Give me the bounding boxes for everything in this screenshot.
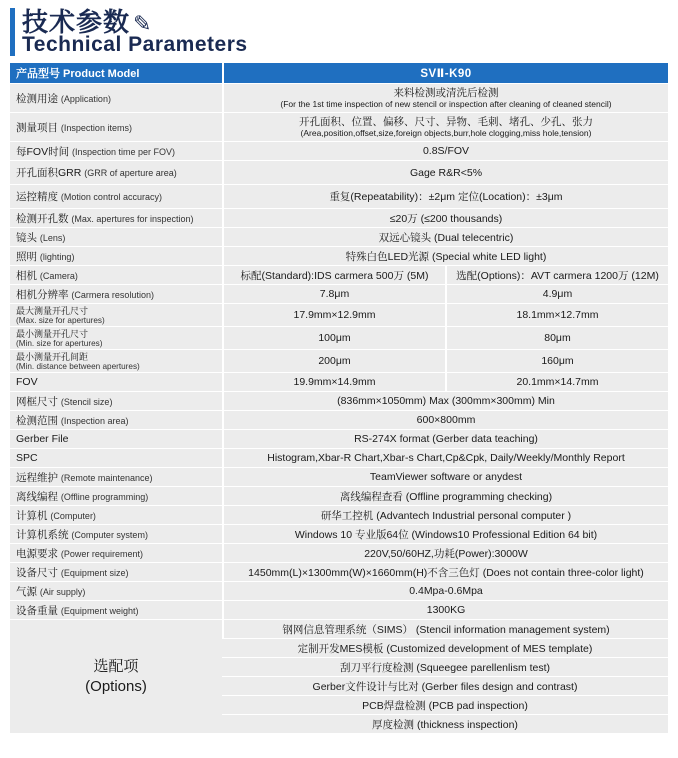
table-row (10, 161, 668, 184)
row-value-main: (836mm×1050mm) Max (300mm×300mm) Min (337, 395, 555, 407)
row-value-main: 离线编程查看 (Offline programming checking) (339, 490, 553, 503)
row-label-en: (Power requirement) (60, 548, 143, 559)
option-value: 4.9μm (445, 285, 668, 303)
row-value (222, 228, 668, 246)
row-label (10, 209, 222, 227)
options-label-en: (Options) (85, 677, 147, 695)
option-value: 80μm (445, 327, 668, 349)
row-label-cn: 设备重量 (16, 604, 58, 617)
table-row (10, 544, 668, 562)
row-label-cn: 最小测量开孔间距 (16, 351, 89, 362)
row-label (10, 563, 222, 581)
row-label (10, 327, 222, 349)
table-row (10, 304, 668, 326)
table-row (10, 373, 668, 391)
option-item: 定制开发MES模板 (Customized development of MES template) (222, 639, 668, 657)
row-label (10, 142, 222, 160)
row-label-cn: 开孔面积GRR (16, 167, 82, 179)
table-row (10, 228, 668, 246)
option-item: 钢网信息管理系统（SIMS） (Stencil information management system) (222, 620, 668, 638)
row-label-cn: 网框尺寸 (16, 395, 58, 408)
option-item: PCB焊盘检测 (PCB pad inspection) (222, 696, 668, 714)
row-value-main: 特殊白色LED光源 (Special white LED light) (345, 250, 547, 263)
table-row (10, 247, 668, 265)
row-label-cn: 测量项目 (16, 121, 58, 134)
row-value (222, 487, 668, 505)
row-label (10, 601, 222, 619)
row-label (10, 161, 222, 184)
row-label-en: (Inspection area) (60, 415, 129, 426)
row-label-en: (Equipment weight) (60, 605, 139, 616)
row-label-en: (Equipment size) (60, 567, 129, 578)
row-value-main: 220V,50/60HZ,功耗(Power):3000W (364, 547, 528, 560)
pen-icon: ✎ (133, 12, 153, 37)
row-label-cn: 每FOV时间 (16, 145, 70, 158)
row-label-en: (Max. apertures for inspection) (71, 213, 194, 224)
row-label-en: (Camera) (39, 270, 78, 281)
row-label-cn: 检测范围 (16, 414, 58, 427)
table-row (10, 449, 668, 467)
row-label-cn: FOV (16, 376, 38, 388)
row-label (10, 373, 222, 391)
row-value-main: 开孔面积、位置、偏移、尺寸、异物、毛刺、堵孔、少孔、张力 (299, 116, 593, 128)
standard-value: 200μm (222, 350, 445, 372)
standard-value: 19.9mm×14.9mm (222, 373, 445, 391)
table-row (10, 601, 668, 619)
row-label (10, 185, 222, 208)
table-row (10, 430, 668, 448)
row-label-en: (Air supply) (39, 586, 86, 597)
product-model-row (10, 63, 668, 83)
row-value (222, 468, 668, 486)
row-label (10, 266, 222, 284)
row-label (10, 525, 222, 543)
row-label (10, 392, 222, 410)
row-value (222, 113, 668, 141)
row-label-cn: 计算机 (16, 509, 48, 522)
row-value (222, 449, 668, 467)
product-model-value: SVⅡ-K90 (222, 63, 668, 83)
title-cn: 技术参数 ✎ (22, 8, 153, 38)
standard-value: 标配(Standard):IDS carmera 500万 (5M) (222, 266, 445, 284)
table-row (10, 392, 668, 410)
row-label-en: (Application) (60, 93, 111, 104)
table-row (10, 84, 668, 112)
row-value (222, 430, 668, 448)
row-value-main: TeamViewer software or anydest (369, 471, 523, 483)
row-label-en: (Stencil size) (60, 396, 113, 407)
table-row (10, 525, 668, 543)
row-label (10, 430, 222, 448)
row-value-main: 研华工控机 (Advantech Industrial personal computer ) (320, 509, 572, 522)
options-row (10, 620, 668, 638)
table-row (10, 487, 668, 505)
product-model-label: 产品型号 Product Model (10, 63, 222, 83)
option-value: 选配(Options)：AVT carmera 1200万 (12M) (445, 266, 668, 284)
row-label-cn: 检测用途 (16, 92, 58, 105)
table-row (10, 468, 668, 486)
row-value-main: Windows 10 专业版64位 (Windows10 Professional Edition 64 bit) (294, 528, 598, 541)
standard-value: 17.9mm×12.9mm (222, 304, 445, 326)
table-row (10, 142, 668, 160)
table-row (10, 411, 668, 429)
row-value-main: 0.8S/FOV (422, 145, 470, 157)
row-label-cn: 离线编程 (16, 490, 58, 503)
option-item: Gerber文件设计与比对 (Gerber files design and contrast) (222, 677, 668, 695)
table-row (10, 209, 668, 227)
row-value (222, 525, 668, 543)
row-value-main: Gage R&R<5% (409, 166, 483, 179)
row-value-sub: (Area,position,offset,size,foreign objects,burr,hole clogging,miss hole,tension) (300, 128, 592, 138)
row-label (10, 582, 222, 600)
row-label-en: (Computer system) (71, 529, 148, 540)
row-label-en: (Min. distance between apertures) (16, 361, 140, 371)
row-label-cn: 相机分辨率 (16, 288, 69, 301)
row-label-en: (Inspection items) (60, 122, 132, 133)
row-label-en: (Min. size for apertures) (16, 338, 103, 348)
table-row (10, 563, 668, 581)
row-value-main: ≤20万 (≤200 thousands) (389, 212, 503, 225)
row-value-main: 0.4Mpa-0.6Mpa (409, 585, 483, 597)
table-row (10, 285, 668, 303)
row-label (10, 84, 222, 112)
row-label (10, 228, 222, 246)
header-accent-bar (10, 8, 15, 56)
row-label (10, 506, 222, 524)
table-row (10, 350, 668, 372)
row-label-en: (GRR of aperture area) (84, 168, 177, 178)
title-en: Technical Parameters (22, 33, 248, 56)
row-value (222, 84, 668, 112)
row-label-cn: 最小测量开孔尺寸 (16, 328, 89, 339)
row-label-cn: 最大测量开孔尺寸 (16, 305, 89, 316)
parameters-table (10, 62, 668, 734)
section-header (0, 0, 678, 62)
row-label-cn: 照明 (16, 250, 37, 263)
row-value (222, 506, 668, 524)
table-row (10, 113, 668, 141)
option-value: 18.1mm×12.7mm (445, 304, 668, 326)
row-value-main: 双远心镜头 (Dual telecentric) (378, 231, 514, 244)
row-value (222, 563, 668, 581)
row-value (222, 142, 668, 160)
row-label-cn: 检测开孔数 (16, 212, 69, 225)
row-label-en: (Computer) (50, 510, 96, 521)
table-row (10, 266, 668, 284)
row-value (222, 247, 668, 265)
row-value-sub: (For the 1st time inspection of new stencil or inspection after cleaning of cleaned stencil) (280, 99, 612, 109)
row-value (222, 601, 668, 619)
row-label-en: (Lens) (39, 232, 66, 243)
table-row (10, 582, 668, 600)
row-value-main: 1300KG (426, 604, 466, 616)
row-label (10, 411, 222, 429)
row-value-main: RS-274X format (Gerber data teaching) (354, 433, 538, 445)
row-label-cn: 相机 (16, 269, 37, 282)
row-label-en: (Offline programming) (60, 491, 149, 502)
table-row (10, 506, 668, 524)
row-label (10, 350, 222, 372)
options-label-cn: 选配项 (93, 657, 139, 675)
row-label-en: (Max. size for apertures) (16, 315, 105, 325)
row-label (10, 113, 222, 141)
row-value-main: 1450mm(L)×1300mm(W)×1660mm(H)不含三色灯 (Does not contain three-color light) (248, 566, 644, 579)
row-label-cn: 设备尺寸 (16, 566, 58, 579)
row-label-cn: 气源 (16, 585, 37, 598)
row-label-cn: 电源要求 (16, 547, 58, 560)
row-value (222, 161, 668, 184)
row-label-cn: 计算机系统 (16, 528, 69, 541)
row-label-cn: Gerber File (16, 433, 69, 445)
row-label (10, 544, 222, 562)
row-label-en: (lighting) (39, 251, 75, 262)
row-value (222, 411, 668, 429)
row-label (10, 304, 222, 326)
row-label-cn: 运控精度 (16, 191, 58, 203)
row-label (10, 468, 222, 486)
row-label (10, 487, 222, 505)
option-value: 160μm (445, 350, 668, 372)
row-label-en: (Inspection time per FOV) (72, 146, 176, 157)
table-row (10, 185, 668, 208)
option-item: 刮刀平行度检测 (Squeegee parellenlism test) (222, 658, 668, 676)
row-label (10, 285, 222, 303)
row-value (222, 582, 668, 600)
row-label-cn: SPC (16, 452, 38, 464)
row-value (222, 185, 668, 208)
row-value-main: 重复(Repeatability)：±2μm 定位(Location)：±3μm (329, 191, 563, 203)
row-label-en: (Motion control accuracy) (60, 192, 162, 202)
option-value: 20.1mm×14.7mm (445, 373, 668, 391)
option-item: 厚度检测 (thickness inspection) (222, 715, 668, 733)
row-value-main: Histogram,Xbar-R Chart,Xbar-s Chart,Cp&Cpk, Daily/Weekly/Monthly Report (267, 452, 625, 464)
row-label-cn: 镜头 (16, 231, 37, 244)
row-value (222, 209, 668, 227)
standard-value: 7.8μm (222, 285, 445, 303)
table-row (10, 327, 668, 349)
row-label-cn: 远程维护 (16, 471, 58, 484)
row-value-main: 来料检测或清洗后检测 (393, 87, 499, 99)
row-label-en: (Carmera resolution) (71, 289, 154, 300)
row-value-main: 600×800mm (416, 414, 476, 426)
row-label (10, 247, 222, 265)
row-value (222, 544, 668, 562)
row-value (222, 392, 668, 410)
options-label (10, 620, 222, 733)
row-label-en: (Remote maintenance) (60, 472, 153, 483)
row-label (10, 449, 222, 467)
standard-value: 100μm (222, 327, 445, 349)
